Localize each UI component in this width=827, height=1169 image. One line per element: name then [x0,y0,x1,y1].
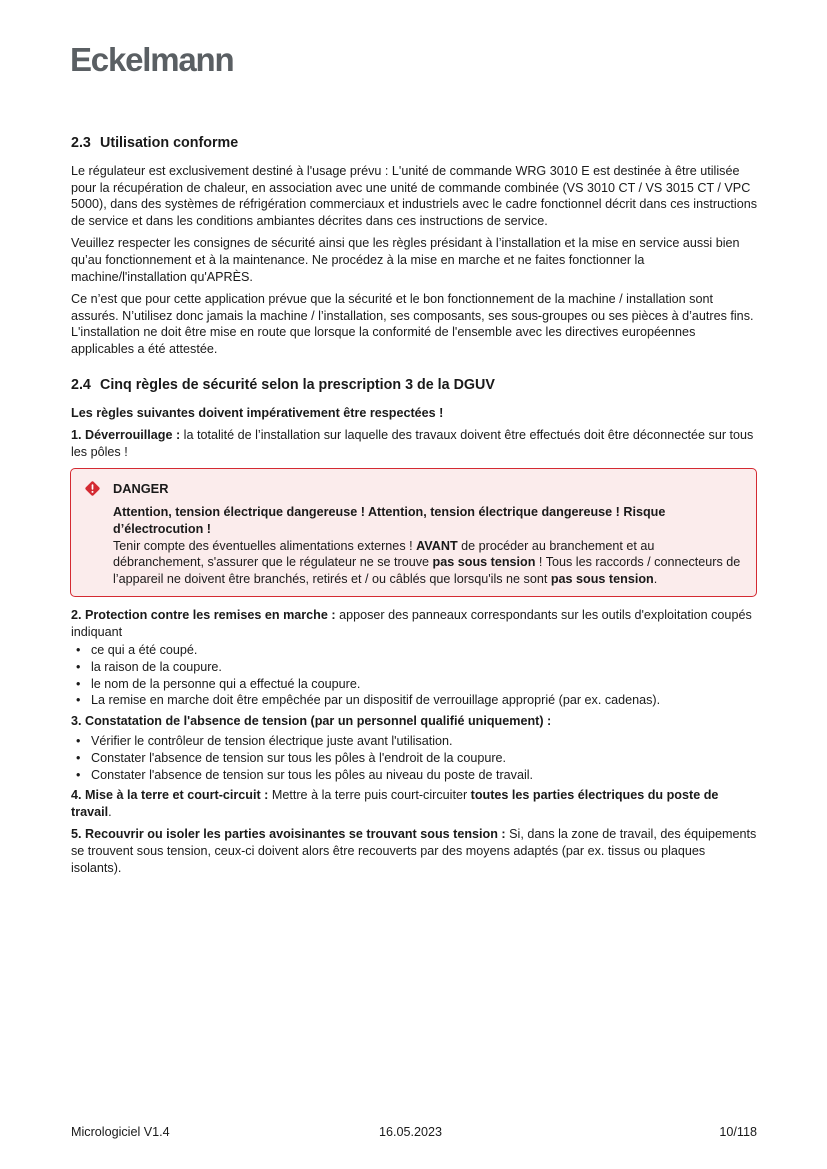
paragraph: Veuillez respecter les consignes de sécurité ainsi que les règles présidant à l’installation et la mise en service aussi bien qu’au fonctionnement et à la maintenance. Ne procédez à la mise en marche et ne faites fonctionner la machine/l'installation qu'APRÈS. [71,236,740,284]
paragraph: Le régulateur est exclusivement destiné à l'usage prévu : L'unité de commande WRG 3010 E est destinée à être utilisée pour la récupération de chaleur, en association avec une unité de commande combinée (VS 3010 CT / VS 3015 CT / VPC 5000), dans des systèmes de réfrigération commerciaux et industriels avec le cadre fonctionnel décrit dans ces instructions de service et dans les conditions ambiantes décrites dans ces instructions de service. [71,164,757,228]
eckelmann-logo: Eckelmann [70,41,234,78]
rule-2-list [71,642,757,708]
danger-headline: Attention, tension électrique dangereuse ! Attention, tension électrique dangereuse ! Risque d’électrocution ! [113,505,666,536]
rule-label: 3. Constatation de l'absence de tension (par un personnel qualifié uniquement) : [71,713,552,728]
rule-3-list [71,733,757,783]
page-footer [71,1124,757,1141]
list-item: • La remise en marche doit être empêchée par un dispositif de verrouillage approprié (par ex. cadenas). [71,692,757,709]
rule-label: 1. Déverrouillage : [71,428,181,443]
footer-date: 16.05.2023 [379,1125,443,1139]
list-item: • Vérifier le contrôleur de tension électrique juste avant l'utilisation. [71,733,757,750]
list-item: • Constater l'absence de tension sur tous les pôles à l'endroit de la coupure. [71,750,757,767]
danger-box [70,468,757,597]
section-title: Utilisation conforme [100,135,239,151]
rules-intro: Les règles suivantes doivent impérativement être respectées ! [71,405,444,420]
rule-label: 5. Recouvrir ou isoler les parties avoisinantes se trouvant sous tension : [71,827,506,842]
rule-2: 2. Protection contre les remises en marche : apposer des panneaux correspondants sur les outils d'exploitation coupés indiquant [71,608,752,639]
rule-3 [71,713,757,730]
list-item: • la raison de la coupure. [71,659,757,676]
rule-1: 1. Déverrouillage : la totalité de l’installation sur laquelle des travaux doivent être effectués doit être déconnectée sur tous les pôles ! [71,428,754,459]
paragraph: Ce n’est que pour cette application prévue que la sécurité et le bon fonctionnement de la machine / installation sont assurés. N’utilisez donc jamais la machine / l’installation, ses composants, ses sous-groupes ou ses pièces à d’autres fins. L'installation ne doit être mise en route que lorsque la conformité de l'ensemble avec les directives européennes applicables a été attestée. [71,292,754,356]
danger-text: Tenir compte des éventuelles alimentations externes ! AVANT de procéder au branchement et au débranchement, s'assurer que le régulateur ne se trouve pas sous tension ! Tous les raccords / connecteurs de l’appareil ne doivent être branchés, retirés et / ou câblés que lorsqu'ils ne sont pas sous tension. [113,538,741,586]
section-title: Cinq règles de sécurité selon la prescription 3 de la DGUV [100,376,495,393]
list-item: • le nom de la personne qui a effectué la coupure. [71,676,757,693]
list-item: • Constater l'absence de tension sur tous les pôles au niveau du poste de travail. [71,767,757,784]
footer-firmware-version: Micrologiciel V1.4 [71,1125,170,1139]
page-content [71,134,757,882]
section-number: 2.3 [71,135,91,151]
rule-label: 2. Protection contre les remises en marche : [71,608,336,623]
footer-page-number: 10/118 [719,1125,757,1139]
list-item: • ce qui a été coupé. [71,642,757,659]
section-2-3-heading [71,134,757,152]
section-2-4-heading [71,376,757,394]
warning-diamond-icon [84,480,101,497]
section-number: 2.4 [71,376,91,393]
rule-label: 4. Mise à la terre et court-circuit : [71,788,269,803]
rule-5: 5. Recouvrir ou isoler les parties avoisinantes se trouvant sous tension : Si, dans la zone de travail, des équipements se trouvent sous tension, ceux-ci doivent alors être recouverts par des moyens adaptés (par ex. tissus ou plaques isolants). [71,827,757,875]
rule-4: 4. Mise à la terre et court-circuit : Mettre à la terre puis court-circuiter toutes les parties électriques du poste de travail. [71,788,719,819]
danger-title: DANGER [113,480,169,496]
